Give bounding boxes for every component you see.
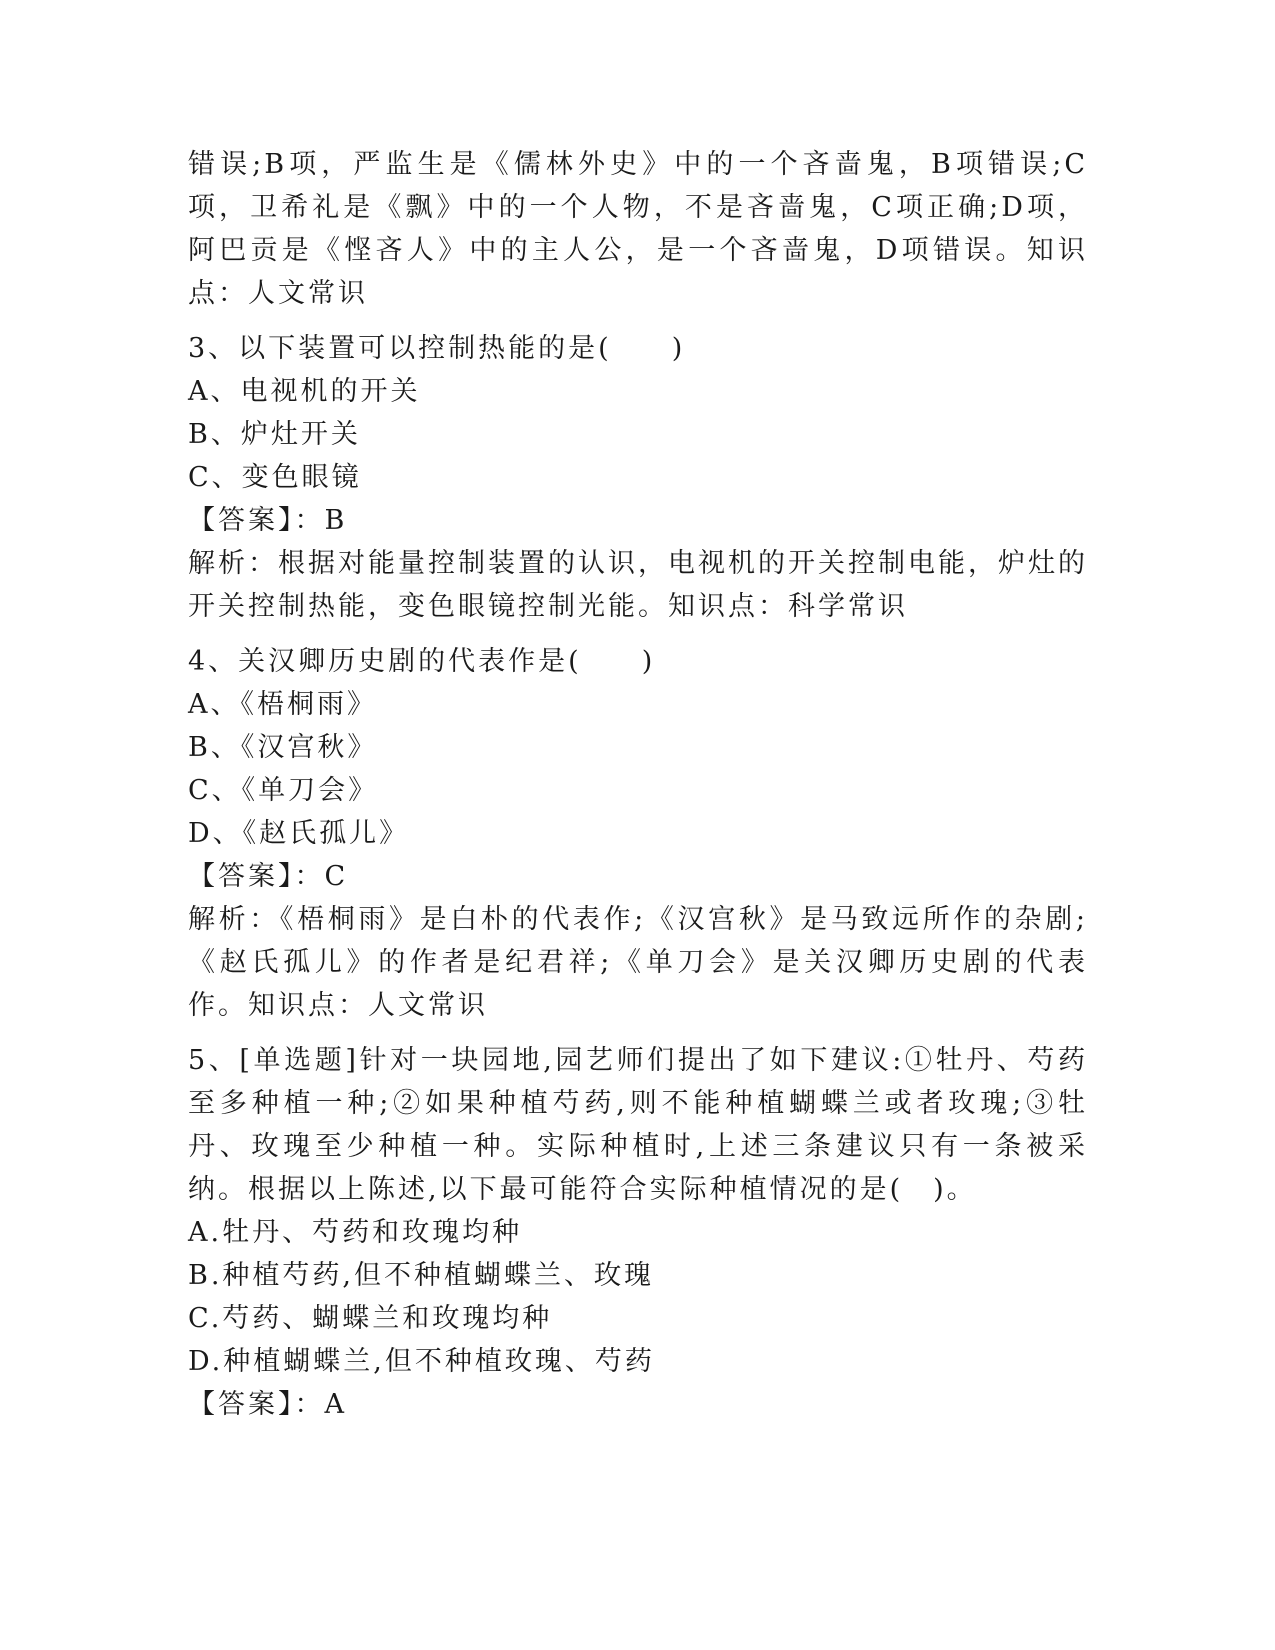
q5-option-a: A.牡丹、芍药和玫瑰均种: [188, 1217, 523, 1248]
q4-option-d: D、《赵氏孤儿》: [188, 818, 410, 849]
q4-analysis: 解析：《梧桐雨》是白朴的代表作;《汉宫秋》是马致远所作的杂剧;《赵氏孤儿》的作者是纪君祥;《单刀会》是关汉卿历史剧的代表作。知识点：人文常识: [188, 904, 1088, 1021]
q3-option-a: A、电视机的开关: [188, 376, 421, 407]
q4-option-a: A、《梧桐雨》: [188, 689, 377, 720]
q5-option-b: B.种植芍药,但不种植蝴蝶兰、玫瑰: [188, 1260, 655, 1291]
q3-question: 3、以下装置可以控制热能的是( ): [188, 333, 686, 364]
q5-option-c: C.芍药、蝴蝶兰和玫瑰均种: [188, 1303, 553, 1334]
question-5: [188, 1039, 1088, 1426]
document-page: [188, 143, 1088, 1426]
q3-option-b: B、炉灶开关: [188, 419, 361, 450]
q4-question: 4、关汉卿历史剧的代表作是( ): [188, 646, 656, 677]
q5-option-d: D.种植蝴蝶兰,但不种植玫瑰、芍药: [188, 1346, 655, 1377]
q3-answer: 【答案】：B: [188, 505, 348, 536]
q5-question: 5、[单选题]针对一块园地,园艺师们提出了如下建议:①牡丹、芍药至多种植一种;②如果种植芍药,则不能种植蝴蝶兰或者玫瑰;③牡丹、玫瑰至少种植一种。实际种植时,上述三条建议只有一条被采纳。根据以上陈述,以下最可能符合实际种植情况的是( )。: [188, 1045, 1088, 1205]
q4-option-b: B、《汉宫秋》: [188, 732, 378, 763]
q4-option-c: C、《单刀会》: [188, 775, 379, 806]
q2-analysis-continuation: 错误;B项，严监生是《儒林外史》中的一个吝啬鬼，B项错误;C项，卫希礼是《飘》中的一个人物，不是吝啬鬼，C项正确;D项，阿巴贡是《悭吝人》中的主人公，是一个吝啬鬼，D项错误。知识点：人文常识: [188, 149, 1088, 309]
q5-answer: 【答案】：A: [188, 1389, 347, 1420]
question-4: [188, 640, 1088, 1027]
q4-answer: 【答案】：C: [188, 861, 349, 892]
question-3: [188, 327, 1088, 628]
q3-analysis: 解析：根据对能量控制装置的认识，电视机的开关控制电能，炉灶的开关控制热能，变色眼镜控制光能。知识点：科学常识: [188, 548, 1088, 622]
q3-option-c: C、变色眼镜: [188, 462, 362, 493]
